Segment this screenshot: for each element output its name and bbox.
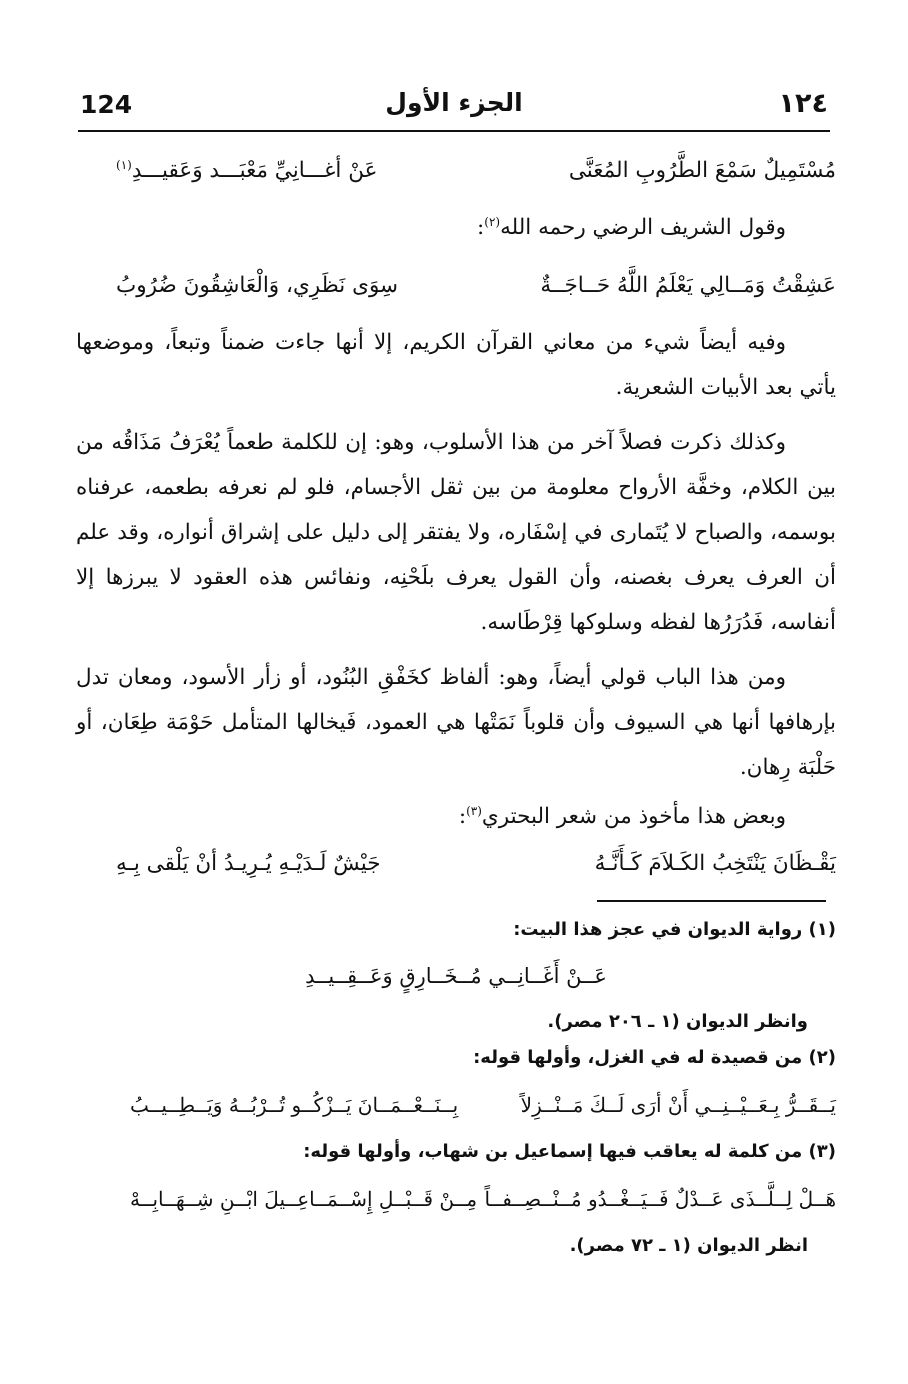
verse-3-second-hemistich: جَيْشٌ لَـدَيْـهِ يُـرِيـدُ أنْ يَلْقى بِـهِ bbox=[116, 850, 381, 876]
footnote-1-verse: عَــنْ أَغَــانِــي مُــخَــارِقٍ وَعَــقِــيــدِ bbox=[305, 964, 607, 988]
footnotes bbox=[76, 912, 836, 1264]
verse-1-second-hemistich-text: عَنْ أغـــانِيِّ مَعْبَـــد وَعَقيـــدِ bbox=[131, 157, 378, 183]
page-number-arabic: ١٢٤ bbox=[778, 88, 828, 119]
footnote-1-text: رواية الديوان في عجز هذا البيت: bbox=[513, 919, 803, 940]
paragraph-3: ومن هذا الباب قولي أيضاً، وهو: ألفاظ كخَفْقِ البُنُود، أو زأر الأسود، ومعان تدل بإرهافها أنها هي السيوف وأن قلوباً نَمَتْها هي العمود، فَيخالها المتأمل حَوْمَة طِعَان، أو حَلْبَة رِهان. bbox=[76, 665, 836, 780]
footnote-1 bbox=[76, 912, 836, 948]
verse-2-second-hemistich: سِوَى نَظَرِي، وَالْعَاشِقُونَ ضُرُوبُ bbox=[116, 272, 399, 298]
verse-1-first-hemistich: مُسْتَمِيلٌ سَمْعَ الطَّرُوبِ المُعَنَّى bbox=[568, 157, 836, 183]
verse-2-first-hemistich: عَشِقْتُ وَمَــالِي يَعْلَمُ اللَّهُ حَــاجَــةٌ bbox=[540, 272, 836, 298]
verse-2 bbox=[76, 256, 836, 314]
running-head bbox=[78, 86, 830, 126]
footnote-2-verse bbox=[76, 1076, 836, 1134]
footnote-3-label: (٣) bbox=[808, 1141, 836, 1162]
footnote-2-label: (٢) bbox=[808, 1047, 836, 1068]
paragraph-1: وفيه أيضاً شيء من معاني القرآن الكريم، إلا أنها جاءت ضمناً وتبعاً، وموضعها يأتي بعد الأبيات الشعرية. bbox=[76, 330, 836, 400]
verse-3-first-hemistich: يَقْـظَانَ يَنْتَخِبُ الكَـلاَمَ كَـأَنَّـهُ bbox=[594, 850, 836, 876]
footnote-2 bbox=[76, 1040, 836, 1076]
footnote-mark-3: (٣) bbox=[466, 803, 482, 818]
footnote-2-second-hemistich: بِــنَــعْــمَــانَ يَــزْكُــو تُــرْبُــهُ وَيَــطِــيــبُ bbox=[130, 1093, 459, 1117]
page-number-latin: 124 bbox=[80, 90, 133, 119]
footnote-3-first-hemistich: هَــلْ لِــلَّــذَى عَــدْلٌ فَــيَــغْــدُو مُــنْــصِــفــاً bbox=[484, 1187, 836, 1211]
footnote-2-text: من قصيدة له في الغزل، وأولها قوله: bbox=[473, 1047, 803, 1068]
verse-1-second-hemistich bbox=[116, 148, 377, 193]
intro-line-2 bbox=[76, 794, 836, 840]
verse-1 bbox=[76, 140, 836, 200]
footnote-3-verse bbox=[76, 1170, 836, 1228]
intro-line-2-text: وبعض هذا مأخوذ من شعر البحتري bbox=[481, 804, 786, 829]
footnote-mark-2: (٢) bbox=[484, 214, 501, 229]
intro-line-1-text: وقول الشريف الرضي رحمه الله bbox=[500, 215, 786, 240]
footnote-1-reference: وانظر الديوان (١ ـ ٢٠٦ مصر). bbox=[547, 1011, 808, 1032]
running-head-title: الجزء الأول bbox=[385, 88, 523, 117]
intro-line-2-colon: : bbox=[458, 804, 467, 829]
verse-3 bbox=[76, 840, 836, 886]
footnote-1-label: (١) bbox=[808, 919, 836, 940]
footnote-3-second-hemistich: مِــنْ قَــبْــلِ إِسْــمَــاعِــيلَ ابْــنِ شِــهَــابِــهْ bbox=[130, 1187, 478, 1211]
footnote-mark-1: (١) bbox=[116, 157, 132, 172]
footnote-2-first-hemistich: يَــقَــرُّ بِـعَــيْــنِــي أَنْ أرَى لَــكَ مَــنْــزِلاً bbox=[520, 1093, 836, 1117]
footnote-3 bbox=[76, 1134, 836, 1170]
paragraph-2: وكذلك ذكرت فصلاً آخر من هذا الأسلوب، وهو: إن للكلمة طعماً يُعْرَفُ مَذَاقُه من بين الكلام، وخفَّة الأرواح معلومة من بين ثقل الأجسام، فلو لم نعرفه بطعمه، عرفناه بوسمه، والصباح لا يُتَمارى في إسْفَاره، ولا يفتقر إلى دليل على إشراق أنواره، وقد علم أن العرف يعرف بغصنه، وأن القول يعرف بلَحْنِه، ونفائس هذه العقود لا يبرزها إلا أنفاسه، فَدُرَرُها لفظه وسلوكها قِرْطَاسه. bbox=[76, 430, 836, 635]
footnote-divider bbox=[597, 900, 826, 902]
intro-line-1-colon: : bbox=[477, 215, 485, 240]
footnote-3-reference: انظر الديوان (١ ـ ٧٢ مصر). bbox=[569, 1235, 808, 1256]
main-text bbox=[76, 140, 836, 886]
header-divider bbox=[78, 130, 830, 132]
intro-line-1 bbox=[76, 200, 836, 256]
footnote-3-text: من كلمة له يعاقب فيها إسماعيل بن شهاب، وأولها قوله: bbox=[303, 1141, 803, 1162]
